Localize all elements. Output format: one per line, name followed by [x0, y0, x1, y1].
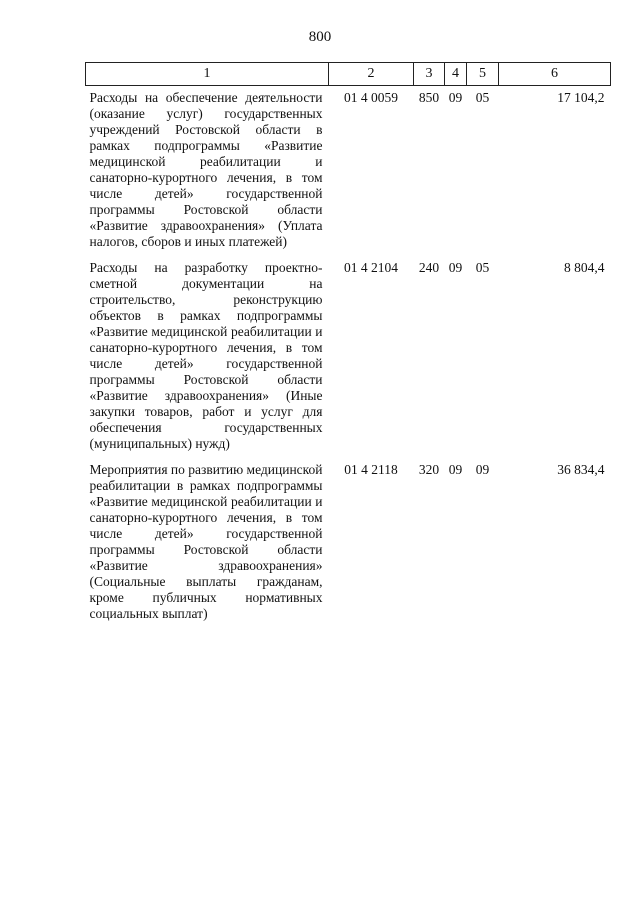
page-number: 800	[308, 29, 332, 45]
header-col-2: 2	[329, 63, 414, 86]
header-col-1: 1	[86, 63, 329, 86]
row-subsection: 05	[475, 90, 490, 105]
row-subsection: 09	[475, 462, 490, 477]
budget-table	[85, 62, 611, 628]
row-expense-type: 240	[418, 260, 440, 275]
table-header	[86, 63, 611, 86]
table-body	[86, 86, 611, 629]
row-description: Расходы на разработку проектно-сметной документации на строительство, реконструкцию объектов в рамках подпрограммы «Развитие медицинской реабилитации и санаторно-курортного лечения, в том числе детей» государственной программы Ростовской области «Развитие здравоохранения» (Иные закупки товаров, работ и услуг для обеспечения государственных (муниципальных) нужд)	[89, 260, 323, 451]
row-section: 09	[448, 462, 463, 477]
row-expense-type: 320	[418, 462, 440, 477]
header-col-3: 3	[414, 63, 445, 86]
row-amount: 17 104,2	[557, 90, 605, 105]
row-subsection: 05	[475, 260, 490, 275]
header-row	[86, 63, 611, 86]
row-description: Мероприятия по развитию медицинской реабилитации в рамках подпрограммы «Развитие медицинской реабилитации и санаторно-курортного лечения, в том числе детей» государственной программы Ростовской области «Развитие здравоохранения» (Социальные выплаты гражданам, кроме публичных нормативных социальных выплат)	[89, 462, 323, 621]
table-row	[86, 86, 611, 257]
row-description: Расходы на обеспечение деятельности (оказание услуг) государственных учреждений Ростовской области в рамках подпрограммы «Развитие медицинской реабилитации и санаторно-курортного лечения, в том числе детей» государственной программы Ростовской области «Развитие здравоохранения» (Уплата налогов, сборов и иных платежей)	[89, 90, 323, 249]
row-amount: 36 834,4	[557, 462, 605, 477]
row-target-article: 01 4 0059	[344, 90, 398, 105]
header-col-4: 4	[445, 63, 467, 86]
row-section: 09	[448, 90, 463, 105]
table-row	[86, 458, 611, 628]
row-expense-type: 850	[418, 90, 440, 105]
header-col-6: 6	[499, 63, 611, 86]
row-section: 09	[448, 260, 463, 275]
header-col-5: 5	[467, 63, 499, 86]
row-amount: 8 804,4	[564, 260, 605, 275]
table-row	[86, 256, 611, 458]
row-target-article: 01 4 2104	[344, 260, 398, 275]
row-target-article: 01 4 2118	[344, 462, 398, 477]
